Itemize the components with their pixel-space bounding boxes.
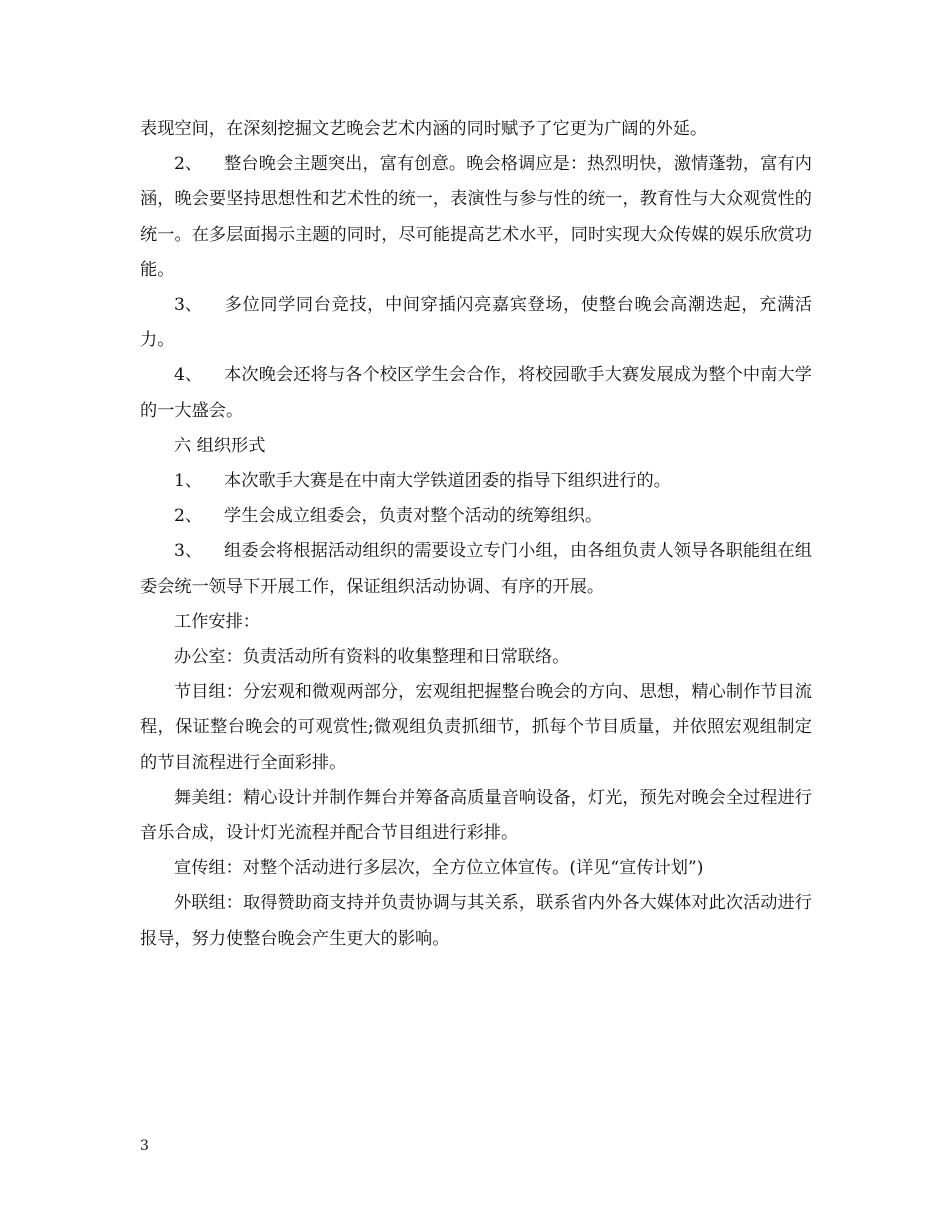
paragraph-number: 3、 — [174, 541, 203, 562]
paragraph-text: 舞美组：精心设计并制作舞台并筹备高质量音响设备，灯光，预先对晚会全过程进行音乐合成，设计灯光流程并配合节目组进行彩排。 — [140, 787, 812, 844]
paragraph — [140, 886, 812, 956]
paragraph-number: 2、 — [174, 506, 203, 527]
paragraph-text: 多位同学同台竞技，中间穿插闪亮嘉宾登场，使整台晚会高潮迭起，充满活力。 — [140, 295, 812, 351]
paragraph-text: 整台晚会主题突出，富有创意。晚会格调应是：热烈明快，激情蓬勃，富有内涵，晚会要坚持思想性和艺术性的统一，表演性与参与性的统一，教育性与大众观赏性的统一。在多层面揭示主题的同时，尽可能提高艺术水平，同时实现大众传媒的娱乐欣赏功能。 — [140, 154, 812, 280]
body-text — [140, 112, 812, 957]
paragraph-number: 4、 — [174, 365, 203, 386]
paragraph-text: 宣传组：对整个活动进行多层次，全方位立体宣传。(详见“宣传计划”) — [174, 858, 704, 879]
paragraph — [140, 851, 812, 886]
paragraph — [140, 429, 812, 464]
paragraph-text: 本次歌手大赛是在中南大学铁道团委的指导下组织进行的。 — [224, 471, 671, 492]
paragraph-text: 本次晚会还将与各个校区学生会合作，将校园歌手大赛发展成为整个中南大学的一大盛会。 — [140, 365, 812, 421]
paragraph-number: 2、 — [174, 154, 203, 175]
paragraph — [140, 147, 812, 288]
page-number: 3 — [140, 1138, 149, 1154]
paragraph — [140, 499, 812, 534]
paragraph — [140, 534, 812, 604]
paragraph — [140, 464, 812, 499]
paragraph-text: 组委会将根据活动组织的需要设立专门小组，由各组负责人领导各职能组在组委会统一领导下开展工作，保证组织活动协调、有序的开展。 — [140, 541, 812, 597]
paragraph-text: 六 组织形式 — [174, 435, 266, 456]
paragraph-number: 1、 — [174, 471, 203, 492]
paragraph — [140, 781, 812, 851]
paragraph — [140, 112, 812, 147]
paragraph-text: 工作安排： — [174, 611, 260, 632]
paragraph — [140, 675, 812, 781]
paragraph — [140, 358, 812, 428]
paragraph-number: 3、 — [174, 295, 203, 316]
paragraph — [140, 640, 812, 675]
paragraph — [140, 288, 812, 358]
paragraph-text: 外联组：取得赞助商支持并负责协调与其关系，联系省内外各大媒体对此次活动进行报导，努力使整台晚会产生更大的影响。 — [140, 893, 812, 949]
paragraph-text: 办公室：负责活动所有资料的收集整理和日常联络。 — [174, 647, 570, 668]
paragraph-text: 表现空间，在深刻挖掘文艺晚会艺术内涵的同时赋予了它更为广阔的外延。 — [140, 119, 708, 139]
paragraph — [140, 605, 812, 640]
paragraph-text: 节目组：分宏观和微观两部分，宏观组把握整台晚会的方向、思想，精心制作节目流程，保证整台晚会的可观赏性;微观组负责抓细节，抓每个节目质量，并依照宏观组制定的节目流程进行全面彩排。 — [140, 682, 812, 773]
paragraph-text: 学生会成立组委会，负责对整个活动的统筹组织。 — [224, 506, 603, 527]
